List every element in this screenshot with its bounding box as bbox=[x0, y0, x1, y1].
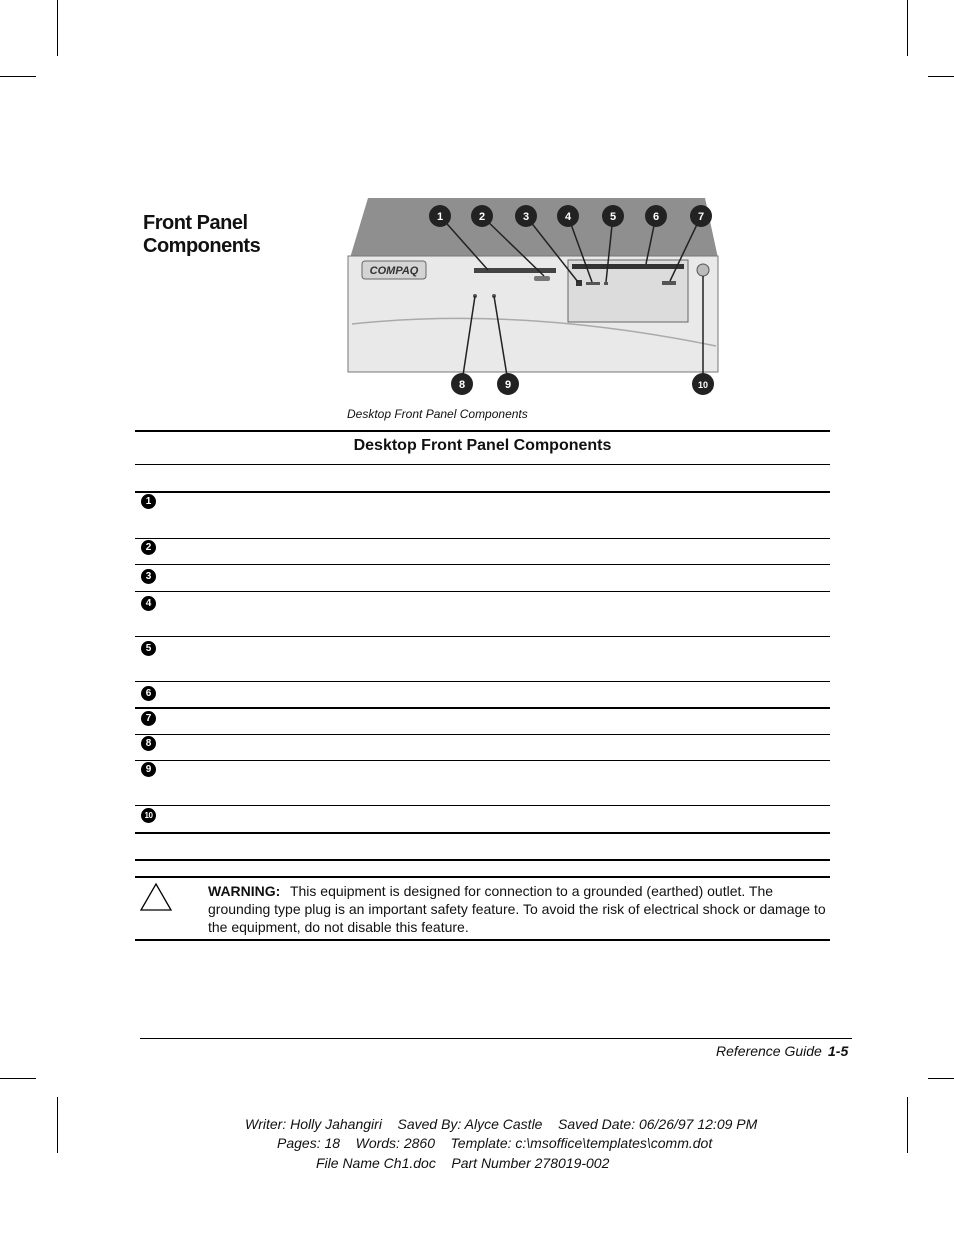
warning-label: WARNING: bbox=[208, 883, 281, 899]
callout-6 bbox=[645, 205, 667, 227]
cd-volume bbox=[604, 282, 608, 285]
table-row-number: 2 bbox=[141, 540, 156, 555]
svg-text:3: 3 bbox=[522, 211, 530, 223]
svg-text:6: 6 bbox=[652, 211, 660, 223]
table-header-rule bbox=[135, 491, 830, 493]
footer-rule bbox=[140, 1038, 852, 1039]
table-row-number: 1 bbox=[141, 494, 156, 509]
table-top-rule bbox=[135, 430, 830, 432]
compaq-logo: COMPAQ bbox=[369, 265, 419, 277]
table-row-rule bbox=[135, 538, 830, 539]
crop-mark bbox=[0, 76, 36, 77]
svg-text:5: 5 bbox=[609, 211, 617, 223]
diskette-eject-button bbox=[534, 276, 550, 281]
footer-page-number: 1-5 bbox=[828, 1043, 849, 1059]
cd-drive-bay bbox=[568, 260, 688, 322]
table-row-number: 5 bbox=[141, 641, 156, 656]
section-heading-line1: Front Panel bbox=[143, 212, 248, 234]
table-row-rule bbox=[135, 564, 830, 565]
case-top bbox=[350, 198, 718, 258]
crop-mark bbox=[907, 1097, 908, 1153]
table-row-number: 6 bbox=[141, 686, 156, 701]
document-meta-line2: Pages: 18 Words: 2860 Template: c:\msoffice\templates\comm.dot bbox=[277, 1135, 713, 1151]
table-row-rule bbox=[135, 591, 830, 592]
svg-text:9: 9 bbox=[504, 379, 512, 391]
section-heading bbox=[143, 212, 313, 258]
document-meta-line3: File Name Ch1.doc Part Number 278019-002 bbox=[316, 1155, 610, 1171]
power-button bbox=[697, 264, 709, 276]
svg-text:10: 10 bbox=[697, 380, 709, 390]
svg-text:1: 1 bbox=[436, 211, 444, 223]
cd-eject-button bbox=[662, 281, 676, 285]
callout-9 bbox=[497, 373, 519, 395]
table-row-number: 8 bbox=[141, 736, 156, 751]
table-row-rule bbox=[135, 707, 830, 709]
cd-headphone-jack bbox=[586, 282, 600, 285]
section-heading-line2: Components bbox=[143, 235, 261, 257]
table-row-rule bbox=[135, 636, 830, 637]
crop-mark bbox=[907, 0, 908, 56]
table-row-number: 7 bbox=[141, 711, 156, 726]
callout-3 bbox=[515, 205, 537, 227]
figure-caption: Desktop Front Panel Components bbox=[347, 407, 528, 421]
callout-1 bbox=[429, 205, 451, 227]
svg-text:4: 4 bbox=[564, 211, 572, 223]
warning-bottom-rule bbox=[135, 939, 830, 941]
callout-10 bbox=[692, 373, 714, 395]
crop-mark bbox=[0, 1078, 36, 1079]
warning-inner-rule bbox=[135, 876, 830, 878]
svg-text:7: 7 bbox=[697, 211, 705, 223]
callout-5 bbox=[602, 205, 624, 227]
desktop-front-panel-figure bbox=[340, 196, 725, 406]
table-row-number: 4 bbox=[141, 596, 156, 611]
warning-top-rule bbox=[135, 859, 830, 861]
table-title-rule bbox=[135, 464, 830, 465]
callout-4 bbox=[557, 205, 579, 227]
cd-tray bbox=[572, 264, 684, 269]
svg-text:2: 2 bbox=[478, 211, 486, 223]
callout-7 bbox=[690, 205, 712, 227]
warning-triangle-icon bbox=[139, 882, 173, 917]
table-row-number: 10 bbox=[141, 808, 156, 823]
crop-mark bbox=[928, 76, 954, 77]
table-title: Desktop Front Panel Components bbox=[353, 437, 612, 454]
table-row-number: 3 bbox=[141, 569, 156, 584]
crop-mark bbox=[928, 1078, 954, 1079]
table-row-number: 9 bbox=[141, 762, 156, 777]
svg-text:8: 8 bbox=[458, 379, 466, 391]
table-row-rule bbox=[135, 805, 830, 806]
callout-2 bbox=[471, 205, 493, 227]
table-row-rule bbox=[135, 760, 830, 761]
crop-mark bbox=[57, 0, 58, 56]
crop-mark bbox=[57, 1097, 58, 1153]
warning-text: This equipment is designed for connection to a grounded (earthed) outlet. The grounding type plug is an important safety feature. To avoid the risk of electrical shock or damage to the equipment, do not disable this feature. bbox=[208, 883, 826, 935]
warning-text-block bbox=[208, 882, 830, 936]
document-meta-line1: Writer: Holly Jahangiri Saved By: Alyce Castle Saved Date: 06/26/97 12:09 PM bbox=[245, 1116, 758, 1132]
desktop-front-panel-illustration bbox=[340, 196, 725, 406]
table-bottom-rule bbox=[135, 832, 830, 834]
footer-guide-title: Reference Guide bbox=[716, 1043, 822, 1059]
callout-8 bbox=[451, 373, 473, 395]
table-row-rule bbox=[135, 681, 830, 682]
table-row-rule bbox=[135, 734, 830, 735]
